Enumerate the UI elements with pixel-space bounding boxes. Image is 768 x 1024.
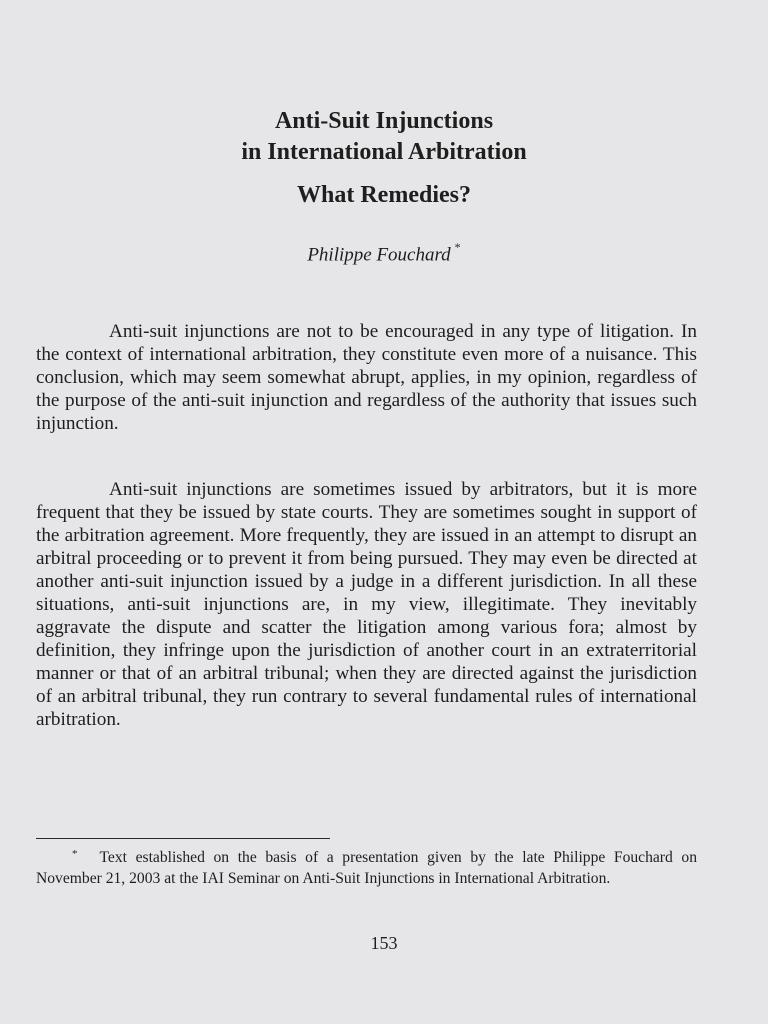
title-line-1: Anti-Suit Injunctions (274, 108, 494, 134)
author-name: Philippe Fouchard (307, 244, 451, 266)
author-footnote-mark: * (454, 240, 461, 254)
body-paragraph-1: Anti-suit injunctions are not to be encouraged in any type of litigation. In the context of international arbitration, they constitute even more of a nuisance. This conclusion, which may seem somewhat abrupt, applies, in my opinion, regardless of the purpose of the anti-suit injunction and regardless of the authority that issues such injunction. (36, 321, 697, 434)
author-line (0, 236, 768, 268)
footnote-text: Text established on the basis of a presentation given by the late Philippe Fouchard on November 21, 2003 at the IAI Seminar on Anti-Suit Injunctions in International Arbitration. (36, 849, 697, 887)
footnote-mark: * (72, 848, 78, 860)
title-line-2: in International Arbitration (241, 139, 527, 165)
footnote (36, 848, 697, 889)
subtitle: What Remedies? (297, 182, 471, 208)
footnote-separator (36, 838, 330, 839)
page-number: 153 (370, 933, 398, 953)
body-paragraph-2: Anti-suit injunctions are sometimes issued by arbitrators, but it is more frequent that they be issued by state courts. They are sometimes sought in support of the arbitration agreement. More frequently, they are issued in an attempt to disrupt an arbitral proceeding or to prevent it from being pursued. They may even be directed at another anti-suit injunction issued by a judge in a different jurisdiction. In all these situations, anti-suit injunctions are, in my view, illegitimate. They inevitably aggravate the dispute and scatter the litigation among various fora; almost by definition, they infringe upon the jurisdiction of another court in an extraterritorial manner or that of an arbitral tribunal; when they are directed against the jurisdiction of an arbitral tribunal, they run contrary to several fundamental rules of international arbitration. (36, 479, 697, 730)
